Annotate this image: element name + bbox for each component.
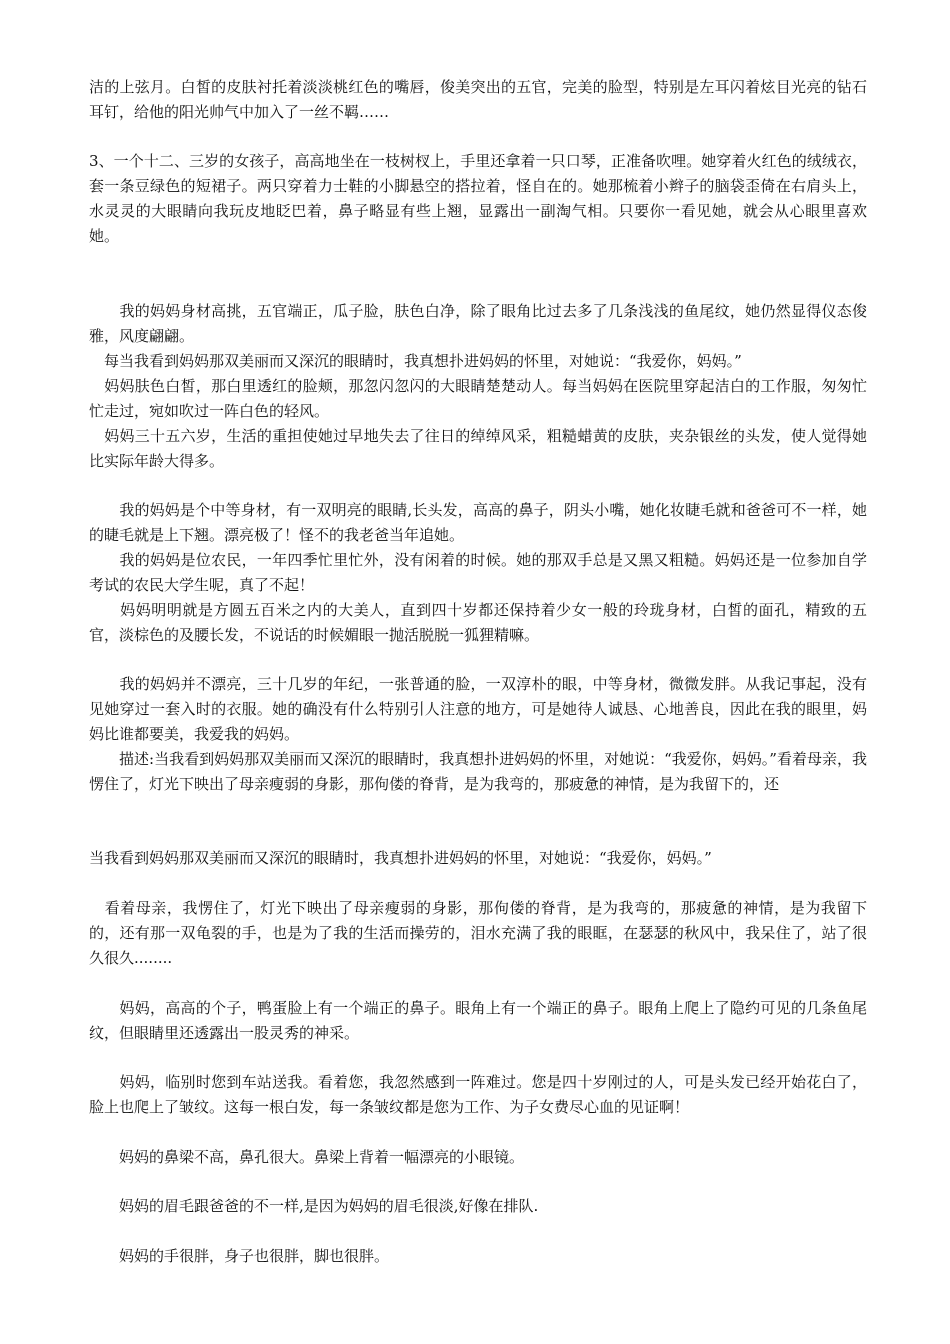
paragraph: 我的妈妈是个中等身材，有一双明亮的眼睛,长头发，高高的鼻子，阴头小嘴，她化妆睫毛就和爸爸可不一样，她的睫毛就是上下翘。漂亮极了！怪不的我老爸当年追她。 [89,501,867,544]
paragraph: 看着母亲，我愣住了，灯光下映出了母亲瘦弱的身影，那佝偻的脊背，是为我弯的，那疲惫的神情，是为我留下的，还有那一双龟裂的手，也是为了我的生活而操劳的，泪水充满了我的眼眶，在瑟瑟的秋风中，我呆住了，站了很久很久........ [89,899,867,967]
paragraph: 当我看到妈妈那双美丽而又深沉的眼睛时，我真想扑进妈妈的怀里，对她说：“我爱你，妈妈。” [89,849,712,867]
paragraph: 妈妈，临别时您到车站送我。看着您，我忽然感到一阵难过。您是四十岁刚过的人，可是头发已经开始花白了，脸上也爬上了皱纹。这每一根白发，每一条皱纹都是您为工作、为子女费尽心血的见证啊！ [89,1073,867,1116]
paragraph: 每当我看到妈妈那双美丽而又深沉的眼睛时，我真想扑进妈妈的怀里，对她说：“我爱你，妈妈。” [89,352,742,370]
paragraph: 妈妈的鼻梁不高，鼻孔很大。鼻梁上背着一幅漂亮的小眼镜。 [89,1148,525,1166]
paragraph: 妈妈，高高的个子，鸭蛋脸上有一个端正的鼻子。眼角上有一个端正的鼻子。眼角上爬上了隐约可见的几条鱼尾纹，但眼睛里还透露出一股灵秀的神采。 [89,999,867,1042]
paragraph: 妈妈肤色白皙，那白里透红的脸颊，那忽闪忽闪的大眼睛楚楚动人。每当妈妈在医院里穿起洁白的工作服，匆匆忙忙走过，宛如吹过一阵白色的轻风。 [89,377,867,420]
paragraph: 我的妈妈身材高挑，五官端正，瓜子脸，肤色白净，除了眼角比过去多了几条浅浅的鱼尾纹，她仍然显得仪态俊雅，风度翩翩。 [89,302,867,345]
paragraph: 妈妈三十五六岁，生活的重担使她过早地失去了往日的绰绰风采，粗糙蜡黄的皮肤，夹杂银丝的头发，使人觉得她比实际年龄大得多。 [89,427,867,470]
paragraph: 描述:当我看到妈妈那双美丽而又深沉的眼睛时，我真想扑进妈妈的怀里，对她说：“我爱你，妈妈。”看着母亲，我愣住了，灯光下映出了母亲瘦弱的身影，那佝偻的脊背，是为我弯的，那疲惫的神情，是为我留下的，还 [89,750,867,793]
paragraph: 妈妈的手很胖，身子也很胖，脚也很胖。 [89,1247,390,1265]
paragraph: 我的妈妈并不漂亮，三十几岁的年纪，一张普通的脸，一双淳朴的眼，中等身材，微微发胖。从我记事起，没有见她穿过一套入时的衣服。她的确没有什么特别引人注意的地方，可是她待人诚恳、心地善良，因此在我的眼里，妈妈比谁都要美，我爱我的妈妈。 [89,675,867,743]
paragraph: 洁的上弦月。白皙的皮肤衬托着淡淡桃红色的嘴唇，俊美突出的五官，完美的脸型，特别是左耳闪着炫目光亮的钻石耳钉，给他的阳光帅气中加入了一丝不羁…… [89,78,867,121]
paragraph: 我的妈妈是位农民，一年四季忙里忙外，没有闲着的时候。她的那双手总是又黑又粗糙。妈妈还是一位参加自学考试的农民大学生呢，真了不起！ [89,551,867,594]
paragraph: 妈妈明明就是方圆五百米之内的大美人，直到四十岁都还保持着少女一般的玲珑身材，白皙的面孔，精致的五官，淡棕色的及腰长发，不说话的时候媚眼一抛活脱脱一狐狸精嘛。 [89,601,867,644]
paragraph: 妈妈的眉毛跟爸爸的不一样,是因为妈妈的眉毛很淡,好像在排队. [89,1197,539,1215]
paragraph: 3、一个十二、三岁的女孩子，高高地坐在一枝树杈上，手里还拿着一只口琴，正准备吹哩。她穿着火红色的绒绒衣，套一条豆绿色的短裙子。两只穿着力士鞋的小脚悬空的搭拉着，怪自在的。她那梳着小辫子的脑袋歪倚在右肩头上，水灵灵的大眼睛向我玩皮地眨巴着，鼻子略显有些上翘，显露出一副淘气相。只要你一看见她，就会从心眼里喜欢她。 [89,152,867,245]
